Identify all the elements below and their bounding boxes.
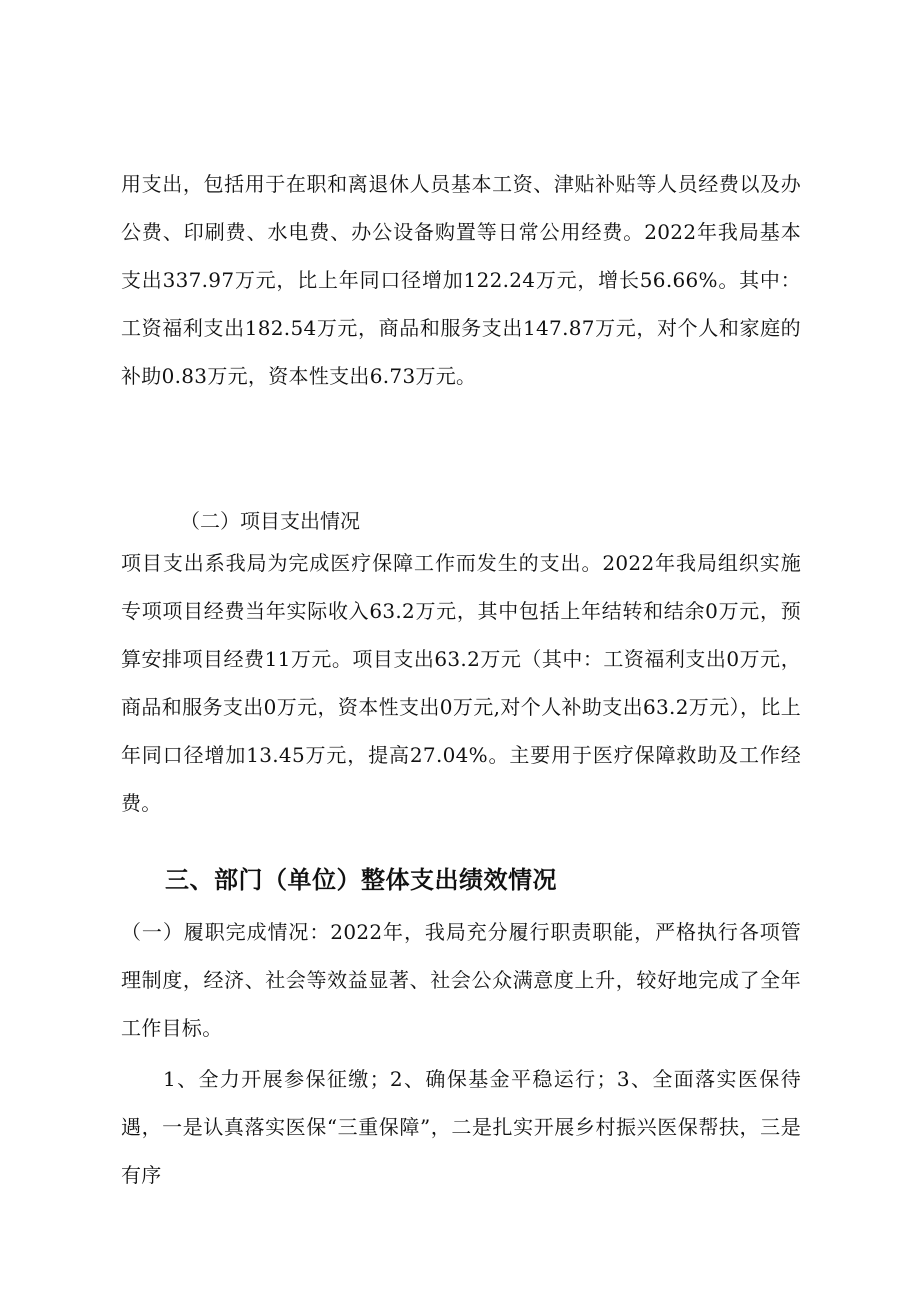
paragraph-duty-completion: （一）履职完成情况：2022年，我局充分履行职责职能，严格执行各项管理制度，经济、社会等效益显著、社会公众满意度上升，较好地完成了全年工作目标。 [121, 920, 801, 1040]
paragraph-project-expenditure: 项目支出系我局为完成医疗保障工作而发生的支出。2022年我局组织实施专项项目经费当年实际收入63.2万元，其中包括上年结转和结余0万元，预算安排项目经费11万元。项目支出63.2万元（其中：工资福利支出0万元，商品和服务支出0万元，资本性支出0万元,对个人补助支出63.2万元），比上年同口径增加13.45万元，提高27.04%。主要用于医疗保障救助及工作经费。 [121, 551, 801, 815]
paragraph-key-work: 1、全力开展参保征缴；2、确保基金平稳运行；3、全面落实医保待遇，一是认真落实医保“三重保障”，二是扎实开展乡村振兴医保帮扶，三是有序 [121, 1067, 801, 1187]
subheading-project-expenditure: （二）项目支出情况 [180, 509, 360, 533]
paragraph-basic-expenditure: 用支出，包括用于在职和离退休人员基本工资、津贴补贴等人员经费以及办公费、印刷费、水电费、办公设备购置等日常公用经费。2022年我局基本支出337.97万元，比上年同口径增加122.24万元，增长56.66%。其中：工资福利支出182.54万元，商品和服务支出147.87万元，对个人和家庭的补助0.83万元，资本性支出6.73万元。 [121, 172, 801, 388]
section-heading-performance: 三、部门（单位）整体支出绩效情况 [165, 866, 557, 894]
